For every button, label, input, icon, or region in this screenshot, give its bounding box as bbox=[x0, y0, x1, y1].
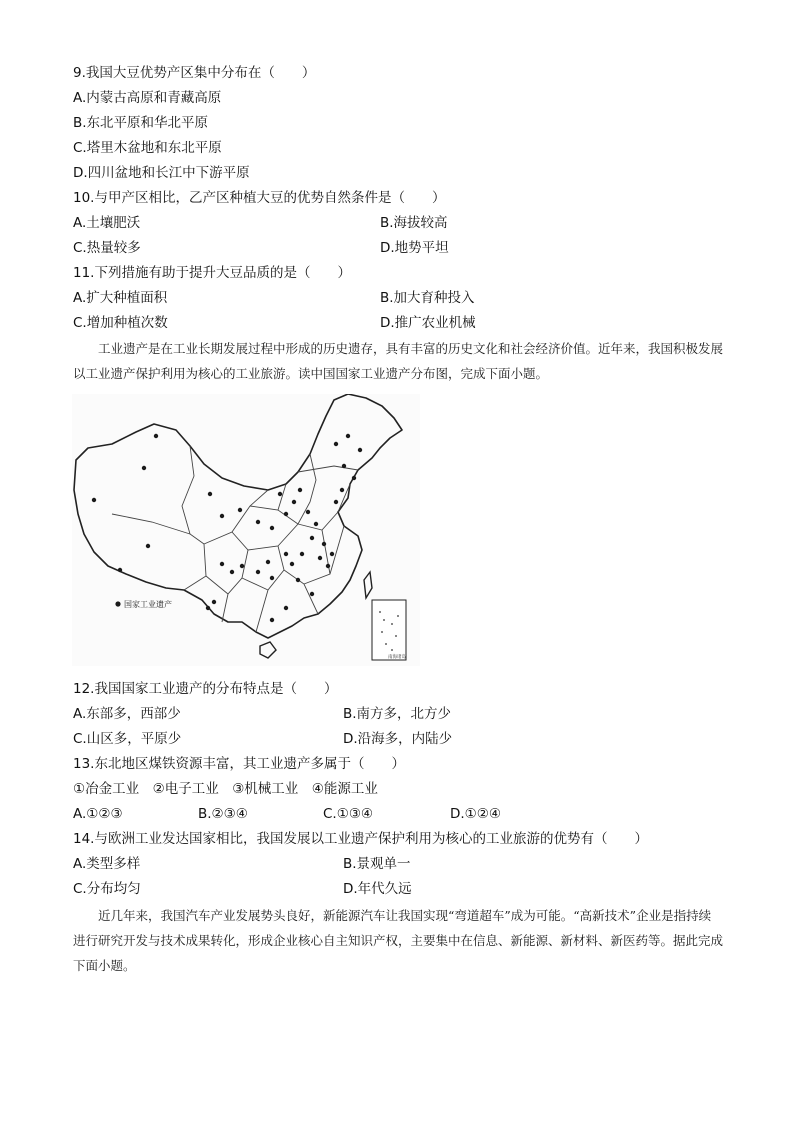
question-12-option-a: A.东部多，西部少 bbox=[73, 706, 181, 722]
question-13-option-d: D.①②④ bbox=[450, 806, 501, 822]
question-12-stem: 12.我国国家工业遗产的分布特点是（ ） bbox=[73, 681, 338, 697]
question-10-option-a: A.土壤肥沃 bbox=[73, 215, 141, 231]
heritage-marker bbox=[334, 442, 338, 446]
question-11-option-b: B.加大育种投入 bbox=[380, 290, 475, 306]
heritage-marker bbox=[300, 552, 304, 556]
question-14-option-d: D.年代久远 bbox=[343, 881, 412, 897]
china-industrial-heritage-map bbox=[72, 394, 420, 666]
legend-marker bbox=[115, 601, 120, 606]
heritage-marker bbox=[314, 522, 318, 526]
question-13-option-b: B.②③④ bbox=[198, 806, 248, 822]
question-14-stem: 14.与欧洲工业发达国家相比，我国发展以工业遗产保护利用为核心的工业旅游的优势有（ ） bbox=[73, 831, 648, 847]
heritage-marker bbox=[270, 618, 274, 622]
heritage-marker bbox=[240, 564, 244, 568]
heritage-marker bbox=[284, 552, 288, 556]
question-13-option-a: A.①②③ bbox=[73, 806, 123, 822]
heritage-marker bbox=[206, 606, 210, 610]
question-9-option-a: A.内蒙古高原和青藏高原 bbox=[73, 90, 222, 106]
heritage-marker bbox=[326, 564, 330, 568]
question-12-option-b: B.南方多，北方少 bbox=[343, 706, 452, 722]
heritage-marker bbox=[212, 600, 216, 604]
question-11-option-c: C.增加种植次数 bbox=[73, 315, 168, 331]
heritage-marker bbox=[284, 606, 288, 610]
question-12-option-c: C.山区多，平原少 bbox=[73, 731, 182, 747]
heritage-marker bbox=[318, 556, 322, 560]
heritage-marker bbox=[118, 568, 122, 572]
heritage-marker bbox=[278, 492, 282, 496]
question-13-option-c: C.①③④ bbox=[323, 806, 374, 822]
heritage-marker bbox=[256, 570, 260, 574]
heritage-marker bbox=[296, 578, 300, 582]
heritage-marker bbox=[256, 520, 260, 524]
heritage-marker bbox=[346, 434, 350, 438]
question-13-stem: 13.东北地区煤铁资源丰富，其工业遗产多属于（ ） bbox=[73, 756, 405, 772]
question-11-option-a: A.扩大种植面积 bbox=[73, 290, 168, 306]
heritage-marker bbox=[238, 508, 242, 512]
question-10-option-c: C.热量较多 bbox=[73, 240, 141, 256]
passage-auto-industry: 近几年来，我国汽车产业发展势头良好，新能源汽车让我国实现“弯道超车”成为可能。“高新技术”企业是指持续进行研究开发与技术成果转化，形成企业核心自主知识产权，主要集中在信息、新能源、新材料、新医药等。据此完成下面小题。 bbox=[73, 908, 724, 973]
south-china-sea-inset bbox=[372, 600, 406, 660]
heritage-marker bbox=[292, 500, 296, 504]
heritage-marker bbox=[310, 592, 314, 596]
heritage-marker bbox=[342, 464, 346, 468]
heritage-marker bbox=[154, 434, 158, 438]
question-14-option-c: C.分布均匀 bbox=[73, 881, 141, 897]
heritage-marker bbox=[334, 500, 338, 504]
question-11-option-d: D.推广农业机械 bbox=[380, 315, 476, 331]
question-9-stem: 9.我国大豆优势产区集中分布在（ ） bbox=[73, 65, 316, 81]
heritage-marker bbox=[146, 544, 150, 548]
question-9-option-b: B.东北平原和华北平原 bbox=[73, 115, 209, 131]
passage-industrial-heritage: 工业遗产是在工业长期发展过程中形成的历史遗存，具有丰富的历史文化和社会经济价值。近年来，我国积极发展以工业遗产保护利用为核心的工业旅游。读中国国家工业遗产分布图，完成下面小题。 bbox=[73, 341, 724, 381]
question-10-option-b: B.海拔较高 bbox=[380, 215, 448, 231]
heritage-marker bbox=[220, 514, 224, 518]
heritage-marker bbox=[290, 562, 294, 566]
heritage-marker bbox=[340, 488, 344, 492]
heritage-marker bbox=[92, 498, 96, 502]
legend-label: 国家工业遗产 bbox=[124, 600, 172, 609]
heritage-marker bbox=[352, 476, 356, 480]
question-10-stem: 10.与甲产区相比，乙产区种植大豆的优势自然条件是（ ） bbox=[73, 190, 446, 206]
heritage-marker bbox=[220, 562, 224, 566]
question-9-option-c: C.塔里木盆地和东北平原 bbox=[73, 140, 222, 156]
heritage-marker bbox=[358, 448, 362, 452]
question-11-stem: 11.下列措施有助于提升大豆品质的是（ ） bbox=[73, 265, 351, 281]
heritage-marker bbox=[142, 466, 146, 470]
heritage-marker bbox=[330, 552, 334, 556]
question-9-option-d: D.四川盆地和长江中下游平原 bbox=[73, 165, 250, 181]
heritage-marker bbox=[270, 526, 274, 530]
heritage-marker bbox=[306, 510, 310, 514]
heritage-marker bbox=[208, 492, 212, 496]
heritage-marker bbox=[284, 512, 288, 516]
question-10-option-d: D.地势平坦 bbox=[380, 240, 449, 256]
question-14-option-b: B.景观单一 bbox=[343, 856, 411, 872]
heritage-marker bbox=[298, 488, 302, 492]
question-12-option-d: D.沿海多，内陆少 bbox=[343, 731, 453, 747]
heritage-marker bbox=[230, 570, 234, 574]
heritage-marker bbox=[310, 536, 314, 540]
inset-label: 南海诸岛 bbox=[388, 655, 406, 660]
question-14-option-a: A.类型多样 bbox=[73, 856, 141, 872]
heritage-marker bbox=[322, 542, 326, 546]
heritage-marker bbox=[270, 576, 274, 580]
heritage-marker bbox=[266, 560, 270, 564]
question-13-items: ①冶金工业 ②电子工业 ③机械工业 ④能源工业 bbox=[73, 781, 378, 797]
